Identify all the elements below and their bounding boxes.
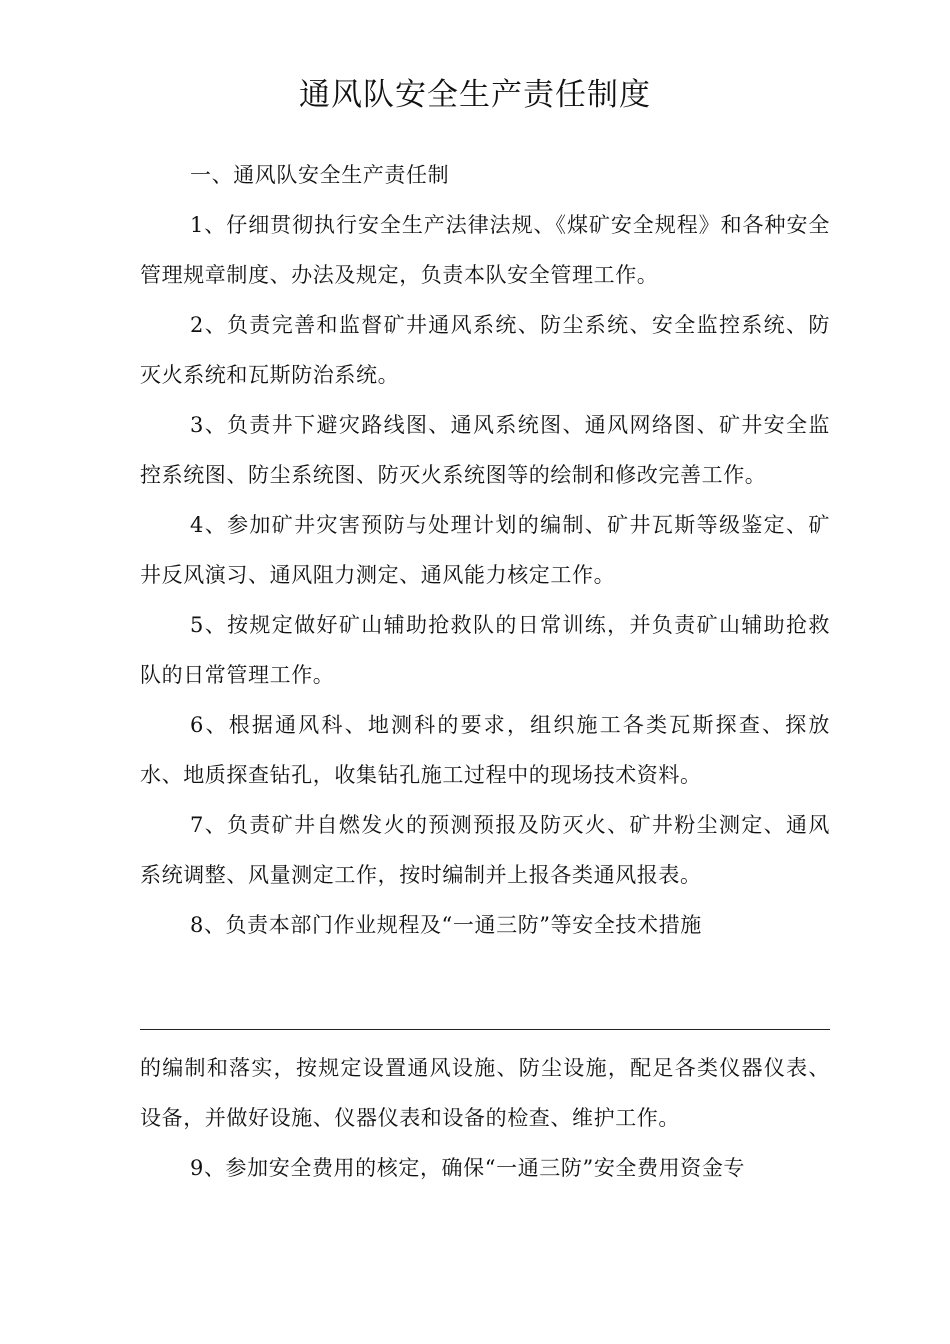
paragraph-4: 4、参加矿井灾害预防与处理计划的编制、矿井瓦斯等级鉴定、矿井反风演习、通风阻力测定、通风能力核定工作。: [140, 513, 830, 587]
paragraph-2: 2、负责完善和监督矿井通风系统、防尘系统、安全监控系统、防灭火系统和瓦斯防治系统。: [140, 313, 830, 387]
paragraph-5: 5、按规定做好矿山辅助抢救队的日常训练，并负责矿山辅助抢救队的日常管理工作。: [140, 613, 830, 687]
paragraph-8-continued: 的编制和落实，按规定设置通风设施、防尘设施，配足各类仪器仪表、设备，并做好设施、仪器仪表和设备的检查、维护工作。: [140, 1056, 830, 1130]
section-heading: 一、通风队安全生产责任制: [190, 163, 450, 187]
paragraph-9: 9、参加安全费用的核定，确保“一通三防”安全费用资金专: [190, 1156, 746, 1180]
paragraph-8: 8、负责本部门作业规程及“一通三防”等安全技术措施: [190, 913, 702, 937]
paragraph-1: 1、仔细贯彻执行安全生产法律法规、《煤矿安全规程》和各种安全管理规章制度、办法及规定，负责本队安全管理工作。: [140, 213, 830, 287]
paragraph-6: 6、根据通风科、地测科的要求，组织施工各类瓦斯探查、探放水、地质探查钻孔，收集钻孔施工过程中的现场技术资料。: [140, 713, 830, 787]
document-title: 通风队安全生产责任制度: [299, 77, 651, 113]
body-text-top: [140, 200, 830, 950]
body-text-bottom: [140, 1043, 830, 1193]
paragraph-3: 3、负责井下避灾路线图、通风系统图、通风网络图、矿井安全监控系统图、防尘系统图、防灭火系统图等的绘制和修改完善工作。: [140, 413, 830, 487]
paragraph-7: 7、负责矿井自燃发火的预测预报及防灭火、矿井粉尘测定、通风系统调整、风量测定工作，按时编制并上报各类通风报表。: [140, 813, 830, 887]
footnote-divider: [140, 1029, 830, 1030]
